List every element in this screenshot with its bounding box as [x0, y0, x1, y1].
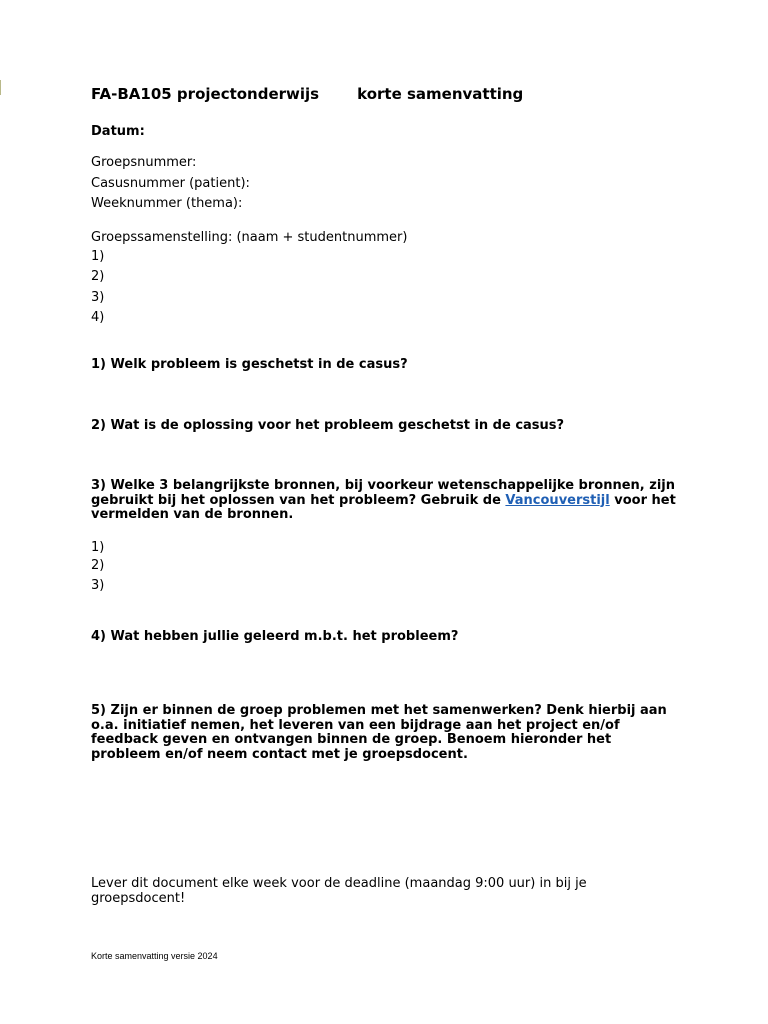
casusnummer-label: Casusnummer (patient):: [91, 176, 250, 191]
course-title: FA-BA105 projectonderwijs: [91, 85, 320, 103]
weeknummer-label: Weeknummer (thema):: [91, 196, 243, 211]
document-title: [91, 85, 523, 103]
source-item: 3): [91, 578, 105, 593]
group-member-item: 2): [91, 269, 105, 284]
group-member-item: 1): [91, 249, 105, 264]
page-footer: Korte samenvatting versie 2024: [91, 951, 218, 961]
question-3-text: 3) Welke 3 belangrijkste bronnen, bij voorkeur wetenschappelijke bronnen, zijn gebruikt bij het oplossen van het probleem? Gebruik de: [91, 478, 675, 508]
question-4: 4) Wat hebben jullie geleerd m.b.t. het probleem?: [91, 629, 459, 644]
question-2: 2) Wat is de oplossing voor het probleem geschetst in de casus?: [91, 418, 565, 433]
submission-note: Lever dit document elke week voor de deadline (maandag 9:00 uur) in bij je groepsdocent!: [91, 876, 587, 906]
vancouverstijl-link[interactable]: Vancouverstijl: [505, 492, 610, 508]
datum-label: Datum:: [91, 124, 145, 139]
margin-marker: [0, 80, 1, 95]
document-type-title: korte samenvatting: [357, 85, 524, 103]
source-item: 1): [91, 540, 105, 555]
group-member-item: 3): [91, 290, 105, 305]
group-member-item: 4): [91, 310, 105, 325]
groepsnummer-label: Groepsnummer:: [91, 155, 197, 170]
question-5: 5) Zijn er binnen de groep problemen met het samenwerken? Denk hierbij aan o.a. initiatief nemen, het leveren van een bijdrage aan het project en/of feedback geven en ontvangen binnen de groep. Benoem hieronder het probleem en/of neem contact met je groepsdocent.: [91, 703, 667, 762]
question-3-text-end: voor het vermelden van de bronnen.: [91, 492, 676, 522]
question-1: 1) Welk probleem is geschetst in de casus?: [91, 357, 408, 372]
group-composition-label: Groepssamenstelling: (naam + studentnummer): [91, 230, 408, 245]
source-item: 2): [91, 558, 105, 573]
question-3: [91, 479, 681, 523]
